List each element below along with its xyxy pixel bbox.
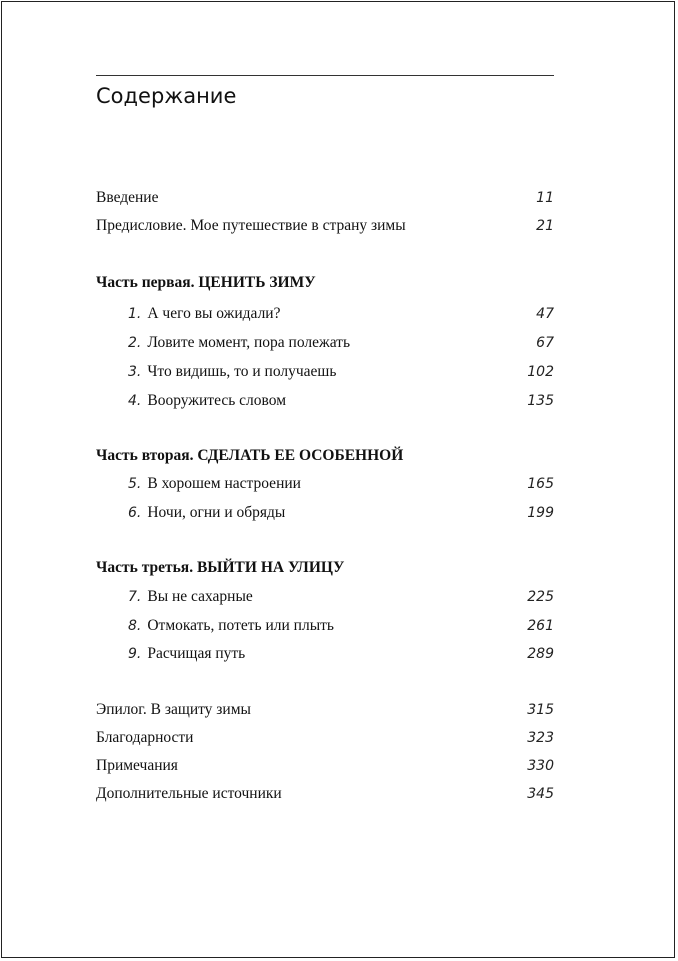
entry-label: Расчищая путь <box>147 645 246 662</box>
entry-page: 225 <box>527 589 554 605</box>
entry-page: 21 <box>536 218 554 234</box>
entry-label: Эпилог. В защиту зимы <box>96 701 251 718</box>
entry-label: Вы не сахарные <box>147 588 253 605</box>
entry-page: 345 <box>527 786 554 802</box>
entry-label: Что видишь, то и получаешь <box>147 363 337 380</box>
toc-entry-back[interactable] <box>96 781 554 807</box>
chapter-number: 3. <box>128 364 142 380</box>
toc-entry-back[interactable] <box>96 753 554 779</box>
entry-label: Ночи, огни и обряды <box>147 504 286 521</box>
entry-page: 102 <box>527 364 554 380</box>
part-heading[interactable]: Часть вторая. СДЕЛАТЬ ЕЕ ОСОБЕННОЙ <box>96 447 404 464</box>
title-rule <box>96 75 554 76</box>
entry-label: Благодарности <box>96 729 194 746</box>
toc-entry-chapter[interactable] <box>96 388 554 414</box>
entry-page: 261 <box>527 618 554 634</box>
entry-page: 289 <box>527 646 554 662</box>
toc-entry-chapter[interactable] <box>96 471 554 497</box>
entry-page: 199 <box>527 505 554 521</box>
entry-label: А чего вы ожидали? <box>147 305 281 322</box>
toc-entry-chapter[interactable] <box>96 359 554 385</box>
entry-label: Дополнительные источники <box>96 785 282 802</box>
chapter-number: 6. <box>128 505 142 521</box>
entry-page: 315 <box>527 702 554 718</box>
part-heading[interactable]: Часть третья. ВЫЙТИ НА УЛИЦУ <box>96 559 345 576</box>
chapter-number: 4. <box>128 393 142 409</box>
entry-page: 11 <box>536 190 554 206</box>
chapter-number: 7. <box>128 589 142 605</box>
entry-label: Вооружитесь словом <box>147 392 286 409</box>
toc-entry-back[interactable] <box>96 725 554 751</box>
toc-entry-chapter[interactable] <box>96 500 554 526</box>
page-title: Содержание <box>96 84 237 108</box>
toc-entry-chapter[interactable] <box>96 641 554 667</box>
chapter-number: 2. <box>128 335 142 351</box>
chapter-number: 9. <box>128 646 142 662</box>
entry-page: 135 <box>527 393 554 409</box>
toc-entry-chapter[interactable] <box>96 613 554 639</box>
entry-label: Отмокать, потеть или плыть <box>147 617 334 634</box>
entry-page: 165 <box>527 476 554 492</box>
entry-page: 323 <box>527 730 554 746</box>
entry-label: Ловите момент, пора полежать <box>147 334 351 351</box>
toc-entry-chapter[interactable] <box>96 301 554 327</box>
toc-entry-front[interactable] <box>96 213 554 239</box>
toc-entry-chapter[interactable] <box>96 584 554 610</box>
entry-page: 330 <box>527 758 554 774</box>
part-heading[interactable]: Часть первая. ЦЕНИТЬ ЗИМУ <box>96 274 316 291</box>
chapter-number: 5. <box>128 476 142 492</box>
chapter-number: 1. <box>128 306 142 322</box>
toc-entry-front[interactable] <box>96 185 554 211</box>
entry-label: В хорошем настроении <box>147 475 301 492</box>
toc-entry-back[interactable] <box>96 697 554 723</box>
toc-entry-chapter[interactable] <box>96 330 554 356</box>
chapter-number: 8. <box>128 618 142 634</box>
entry-page: 67 <box>536 335 554 351</box>
entry-label: Предисловие. Мое путешествие в страну зимы <box>96 217 406 234</box>
entry-label: Примечания <box>96 757 178 774</box>
entry-page: 47 <box>536 306 554 322</box>
entry-label: Введение <box>96 189 159 206</box>
